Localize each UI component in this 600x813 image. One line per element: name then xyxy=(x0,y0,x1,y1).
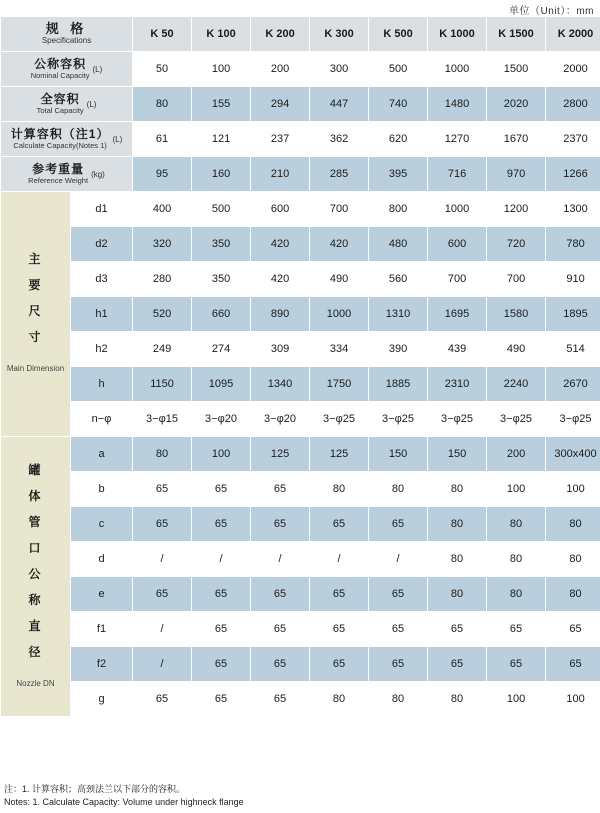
header-specifications: 规 格 Specifications xyxy=(1,17,133,52)
header-col-2: K 100 xyxy=(192,17,251,52)
row-label-4: 参考重量 Reference Weight (kg) xyxy=(1,157,133,192)
cell-r3-c1: 61 xyxy=(133,122,192,157)
cell-r3-c7: 1670 xyxy=(487,122,546,157)
main-dimension-n−φ-c2: 3−φ20 xyxy=(192,402,251,437)
table-row xyxy=(1,437,600,472)
cell-r2-c5: 740 xyxy=(369,87,428,122)
main-dimension-group-label: 主 要 尺 寸 Main Dimension xyxy=(1,192,71,437)
table-row xyxy=(1,52,600,87)
nozzle-dn-a-c4: 125 xyxy=(310,437,369,472)
main-dimension-d1-c8: 1300 xyxy=(546,192,600,227)
table-row xyxy=(1,647,600,682)
cell-r3-c8: 2370 xyxy=(546,122,600,157)
main-dimension-h2-c2: 274 xyxy=(192,332,251,367)
main-dimension-n−φ-c4: 3−φ25 xyxy=(310,402,369,437)
main-dimension-h2-c3: 309 xyxy=(251,332,310,367)
main-dimension-h1-c3: 890 xyxy=(251,297,310,332)
nozzle-dn-group-label: 罐 体 管 口 公 称 直 径 Nozzle DN xyxy=(1,437,71,717)
main-dimension-d1-c5: 800 xyxy=(369,192,428,227)
table-row xyxy=(1,87,600,122)
nozzle-dn-a-c6: 150 xyxy=(428,437,487,472)
nozzle-dn-sublabel-b: b xyxy=(71,472,133,507)
nozzle-dn-e-c4: 65 xyxy=(310,577,369,612)
nozzle-dn-d-c5: / xyxy=(369,542,428,577)
cell-r2-c7: 2020 xyxy=(487,87,546,122)
main-dimension-n−φ-c5: 3−φ25 xyxy=(369,402,428,437)
main-dimension-h-c2: 1095 xyxy=(192,367,251,402)
cell-r3-c3: 237 xyxy=(251,122,310,157)
main-dimension-d2-c3: 420 xyxy=(251,227,310,262)
row-label-2: 全容积 Total Capacity (L) xyxy=(1,87,133,122)
table-row xyxy=(1,682,600,717)
main-dimension-h1-c8: 1895 xyxy=(546,297,600,332)
main-dimension-d2-c7: 720 xyxy=(487,227,546,262)
table-row xyxy=(1,612,600,647)
nozzle-dn-c-c8: 80 xyxy=(546,507,600,542)
nozzle-dn-b-c5: 80 xyxy=(369,472,428,507)
nozzle-dn-c-c7: 80 xyxy=(487,507,546,542)
unit-note: 单位（Unit）：mm xyxy=(509,6,594,17)
nozzle-dn-a-c5: 150 xyxy=(369,437,428,472)
footnotes xyxy=(4,783,244,809)
cell-r2-c4: 447 xyxy=(310,87,369,122)
cell-r4-c7: 970 xyxy=(487,157,546,192)
header-col-5: K 500 xyxy=(369,17,428,52)
nozzle-dn-a-c7: 200 xyxy=(487,437,546,472)
main-dimension-n−φ-c8: 3−φ25 xyxy=(546,402,600,437)
table-row xyxy=(1,577,600,612)
table-row xyxy=(1,472,600,507)
nozzle-dn-c-c5: 65 xyxy=(369,507,428,542)
main-dimension-d1-c1: 400 xyxy=(133,192,192,227)
cell-r1-c8: 2000 xyxy=(546,52,600,87)
main-dimension-h-c8: 2670 xyxy=(546,367,600,402)
nozzle-dn-sublabel-c: c xyxy=(71,507,133,542)
cell-r1-c3: 200 xyxy=(251,52,310,87)
nozzle-dn-c-c3: 65 xyxy=(251,507,310,542)
nozzle-dn-f1-c6: 65 xyxy=(428,612,487,647)
main-dimension-h-c5: 1885 xyxy=(369,367,428,402)
nozzle-dn-e-c7: 80 xyxy=(487,577,546,612)
nozzle-dn-f2-c4: 65 xyxy=(310,647,369,682)
nozzle-dn-sublabel-d: d xyxy=(71,542,133,577)
main-dimension-h2-c5: 390 xyxy=(369,332,428,367)
nozzle-dn-f1-c3: 65 xyxy=(251,612,310,647)
table-row xyxy=(1,192,600,227)
cell-r1-c2: 100 xyxy=(192,52,251,87)
main-dimension-h2-c7: 490 xyxy=(487,332,546,367)
main-dimension-h-c6: 2310 xyxy=(428,367,487,402)
main-dimension-d3-c5: 560 xyxy=(369,262,428,297)
cell-r4-c3: 210 xyxy=(251,157,310,192)
cell-r3-c4: 362 xyxy=(310,122,369,157)
cell-r3-c6: 1270 xyxy=(428,122,487,157)
table-row xyxy=(1,507,600,542)
row-label-3: 计算容积（注1） Calculate Capacity(Notes 1) (L) xyxy=(1,122,133,157)
cell-r1-c4: 300 xyxy=(310,52,369,87)
cell-r4-c4: 285 xyxy=(310,157,369,192)
main-dimension-h-c3: 1340 xyxy=(251,367,310,402)
cell-r2-c3: 294 xyxy=(251,87,310,122)
main-dimension-h1-c4: 1000 xyxy=(310,297,369,332)
header-col-6: K 1000 xyxy=(428,17,487,52)
footnote-cn: 注：1. 计算容积；高颈法兰以下部分的容积。 xyxy=(4,784,186,794)
nozzle-dn-e-c6: 80 xyxy=(428,577,487,612)
main-dimension-d2-c6: 600 xyxy=(428,227,487,262)
nozzle-dn-b-c7: 100 xyxy=(487,472,546,507)
table-header-row xyxy=(1,17,600,52)
main-dimension-h-c4: 1750 xyxy=(310,367,369,402)
nozzle-dn-d-c6: 80 xyxy=(428,542,487,577)
table-row xyxy=(1,402,600,437)
nozzle-dn-a-c8: 300x400 xyxy=(546,437,600,472)
nozzle-dn-c-c6: 80 xyxy=(428,507,487,542)
main-dimension-h-c7: 2240 xyxy=(487,367,546,402)
table-body xyxy=(1,17,600,717)
main-dimension-d3-c6: 700 xyxy=(428,262,487,297)
cell-r2-c2: 155 xyxy=(192,87,251,122)
nozzle-dn-f1-c5: 65 xyxy=(369,612,428,647)
nozzle-dn-b-c4: 80 xyxy=(310,472,369,507)
cell-r2-c6: 1480 xyxy=(428,87,487,122)
main-dimension-sublabel-h: h xyxy=(71,367,133,402)
nozzle-dn-b-c8: 100 xyxy=(546,472,600,507)
specification-table xyxy=(0,16,600,717)
main-dimension-sublabel-d3: d3 xyxy=(71,262,133,297)
nozzle-dn-sublabel-f2: f2 xyxy=(71,647,133,682)
nozzle-dn-f1-c2: 65 xyxy=(192,612,251,647)
main-dimension-d1-c2: 500 xyxy=(192,192,251,227)
cell-r3-c5: 620 xyxy=(369,122,428,157)
main-dimension-sublabel-d2: d2 xyxy=(71,227,133,262)
main-dimension-h2-c4: 334 xyxy=(310,332,369,367)
main-dimension-n−φ-c7: 3−φ25 xyxy=(487,402,546,437)
table-row xyxy=(1,122,600,157)
nozzle-dn-e-c8: 80 xyxy=(546,577,600,612)
nozzle-dn-g-c2: 65 xyxy=(192,682,251,717)
main-dimension-h2-c1: 249 xyxy=(133,332,192,367)
table-row xyxy=(1,227,600,262)
table-row xyxy=(1,157,600,192)
nozzle-dn-f2-c8: 65 xyxy=(546,647,600,682)
cell-r1-c7: 1500 xyxy=(487,52,546,87)
nozzle-dn-f1-c4: 65 xyxy=(310,612,369,647)
main-dimension-sublabel-h1: h1 xyxy=(71,297,133,332)
main-dimension-d3-c3: 420 xyxy=(251,262,310,297)
nozzle-dn-g-c3: 65 xyxy=(251,682,310,717)
cell-r4-c8: 1266 xyxy=(546,157,600,192)
main-dimension-d1-c3: 600 xyxy=(251,192,310,227)
nozzle-dn-f1-c8: 65 xyxy=(546,612,600,647)
cell-r4-c1: 95 xyxy=(133,157,192,192)
table-row xyxy=(1,262,600,297)
main-dimension-sublabel-n−φ: n−φ xyxy=(71,402,133,437)
main-dimension-d2-c4: 420 xyxy=(310,227,369,262)
nozzle-dn-c-c2: 65 xyxy=(192,507,251,542)
main-dimension-d3-c4: 490 xyxy=(310,262,369,297)
cell-r4-c6: 716 xyxy=(428,157,487,192)
nozzle-dn-d-c2: / xyxy=(192,542,251,577)
nozzle-dn-f2-c7: 65 xyxy=(487,647,546,682)
nozzle-dn-sublabel-e: e xyxy=(71,577,133,612)
table-row xyxy=(1,542,600,577)
table-row xyxy=(1,332,600,367)
cell-r4-c2: 160 xyxy=(192,157,251,192)
nozzle-dn-g-c1: 65 xyxy=(133,682,192,717)
main-dimension-sublabel-h2: h2 xyxy=(71,332,133,367)
main-dimension-d2-c2: 350 xyxy=(192,227,251,262)
nozzle-dn-c-c4: 65 xyxy=(310,507,369,542)
main-dimension-d2-c8: 780 xyxy=(546,227,600,262)
main-dimension-d3-c7: 700 xyxy=(487,262,546,297)
nozzle-dn-c-c1: 65 xyxy=(133,507,192,542)
main-dimension-h1-c5: 1310 xyxy=(369,297,428,332)
header-col-3: K 200 xyxy=(251,17,310,52)
main-dimension-h1-c2: 660 xyxy=(192,297,251,332)
nozzle-dn-g-c8: 100 xyxy=(546,682,600,717)
table-row xyxy=(1,297,600,332)
nozzle-dn-d-c1: / xyxy=(133,542,192,577)
nozzle-dn-f2-c2: 65 xyxy=(192,647,251,682)
nozzle-dn-e-c2: 65 xyxy=(192,577,251,612)
nozzle-dn-e-c1: 65 xyxy=(133,577,192,612)
nozzle-dn-b-c1: 65 xyxy=(133,472,192,507)
table-row xyxy=(1,367,600,402)
cell-r3-c2: 121 xyxy=(192,122,251,157)
header-col-1: K 50 xyxy=(133,17,192,52)
nozzle-dn-f1-c1: / xyxy=(133,612,192,647)
nozzle-dn-b-c6: 80 xyxy=(428,472,487,507)
nozzle-dn-f2-c3: 65 xyxy=(251,647,310,682)
main-dimension-d1-c4: 700 xyxy=(310,192,369,227)
nozzle-dn-d-c4: / xyxy=(310,542,369,577)
main-dimension-d2-c1: 320 xyxy=(133,227,192,262)
nozzle-dn-e-c3: 65 xyxy=(251,577,310,612)
cell-r2-c1: 80 xyxy=(133,87,192,122)
header-col-7: K 1500 xyxy=(487,17,546,52)
main-dimension-d2-c5: 480 xyxy=(369,227,428,262)
cell-r1-c1: 50 xyxy=(133,52,192,87)
main-dimension-n−φ-c6: 3−φ25 xyxy=(428,402,487,437)
main-dimension-h-c1: 1150 xyxy=(133,367,192,402)
nozzle-dn-f2-c1: / xyxy=(133,647,192,682)
nozzle-dn-sublabel-g: g xyxy=(71,682,133,717)
nozzle-dn-a-c2: 100 xyxy=(192,437,251,472)
row-label-1: 公称容积 Nominal Capacity (L) xyxy=(1,52,133,87)
main-dimension-h2-c8: 514 xyxy=(546,332,600,367)
nozzle-dn-f1-c7: 65 xyxy=(487,612,546,647)
nozzle-dn-a-c3: 125 xyxy=(251,437,310,472)
header-col-4: K 300 xyxy=(310,17,369,52)
main-dimension-h1-c7: 1580 xyxy=(487,297,546,332)
nozzle-dn-d-c3: / xyxy=(251,542,310,577)
nozzle-dn-b-c2: 65 xyxy=(192,472,251,507)
main-dimension-h2-c6: 439 xyxy=(428,332,487,367)
main-dimension-d3-c1: 280 xyxy=(133,262,192,297)
nozzle-dn-d-c8: 80 xyxy=(546,542,600,577)
cell-r2-c8: 2800 xyxy=(546,87,600,122)
nozzle-dn-g-c6: 80 xyxy=(428,682,487,717)
nozzle-dn-g-c5: 80 xyxy=(369,682,428,717)
main-dimension-sublabel-d1: d1 xyxy=(71,192,133,227)
nozzle-dn-f2-c5: 65 xyxy=(369,647,428,682)
cell-r1-c5: 500 xyxy=(369,52,428,87)
nozzle-dn-sublabel-a: a xyxy=(71,437,133,472)
cell-r1-c6: 1000 xyxy=(428,52,487,87)
nozzle-dn-b-c3: 65 xyxy=(251,472,310,507)
main-dimension-d3-c2: 350 xyxy=(192,262,251,297)
header-col-8: K 2000 xyxy=(546,17,600,52)
main-dimension-d3-c8: 910 xyxy=(546,262,600,297)
main-dimension-d1-c7: 1200 xyxy=(487,192,546,227)
main-dimension-d1-c6: 1000 xyxy=(428,192,487,227)
main-dimension-h1-c1: 520 xyxy=(133,297,192,332)
main-dimension-n−φ-c3: 3−φ20 xyxy=(251,402,310,437)
footnote-en: Notes: 1. Calculate Capacity: Volume under highneck flange xyxy=(4,797,244,807)
nozzle-dn-g-c7: 100 xyxy=(487,682,546,717)
main-dimension-n−φ-c1: 3−φ15 xyxy=(133,402,192,437)
cell-r4-c5: 395 xyxy=(369,157,428,192)
main-dimension-h1-c6: 1695 xyxy=(428,297,487,332)
nozzle-dn-d-c7: 80 xyxy=(487,542,546,577)
nozzle-dn-g-c4: 80 xyxy=(310,682,369,717)
nozzle-dn-sublabel-f1: f1 xyxy=(71,612,133,647)
nozzle-dn-f2-c6: 65 xyxy=(428,647,487,682)
nozzle-dn-a-c1: 80 xyxy=(133,437,192,472)
nozzle-dn-e-c5: 65 xyxy=(369,577,428,612)
